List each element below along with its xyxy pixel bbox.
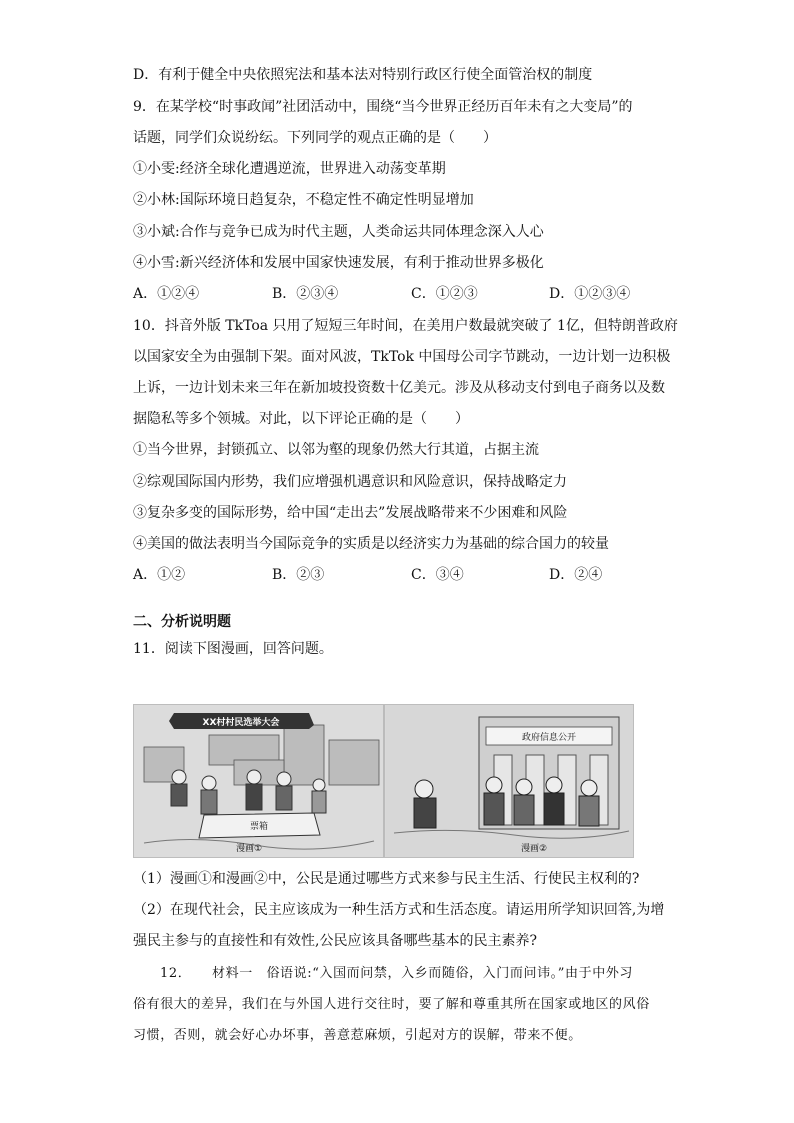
svg-text:XX村村民选举大会: XX村村民选举大会: [202, 718, 280, 728]
q10-stem-line2: 以国家安全为由强制下架。面对风波，TkTok 中国母公司字节跳动，一边计划一边积极: [133, 349, 671, 365]
q12-material-line3: 习惯，否则，就会好心办坏事，善意惹麻烦，引起对方的误解，带来不便。: [133, 1028, 582, 1043]
q10-statement-4: ④美国的做法表明当今国际竞争的实质是以经济实力为基础的综合国力的较量: [133, 536, 609, 552]
q10-choice-d[interactable]: D．②④: [549, 567, 603, 583]
q12-material-line1: 12． 材料一 俗语说:“入国而问禁，入乡而随俗，入门而问讳。”由于中外习: [160, 966, 634, 981]
q9-choice-d[interactable]: D．①②③④: [549, 286, 631, 302]
q11-part1: （1）漫画①和漫画②中，公民是通过哪些方式来参与民主生活、行使民主权利的?: [133, 871, 640, 887]
q9-stem-line2: 话题，同学们众说纷纭。下列同学的观点正确的是（ ）: [133, 130, 497, 146]
comic1-caption: 漫画①: [235, 844, 263, 854]
q10-choices: [133, 565, 653, 585]
q8-option-d: D．有利于健全中央依照宪法和基本法对特别行政区行使全面管治权的制度: [133, 67, 593, 83]
q11-part2-line2: 强民主参与的直接性和有效性,公民应该具备哪些基本的民主素养?: [133, 933, 537, 949]
q10-choice-a[interactable]: A．①②: [133, 567, 186, 583]
comic1-banner: [169, 713, 314, 729]
q10-stem-line3: 上诉，一边计划未来三年在新加坡投资数十亿美元。涉及从移动支付到电子商务以及数: [133, 380, 665, 396]
q11-stem: 11．阅读下图漫画，回答问题。: [133, 641, 333, 657]
q10-statement-1: ①当今世界，封锁孤立、以邻为壑的现象仍然大行其道，占据主流: [133, 442, 539, 458]
q9-choice-a[interactable]: A．①②④: [133, 286, 200, 302]
q12-material-line2: 俗有很大的差异，我们在与外国人进行交往时，要了解和尊重其所在国家或地区的风俗: [133, 997, 650, 1012]
q10-stem-line1: 10．抖音外版 TkToa 只用了短短三年时间，在美用户数最就突破了 1亿，但特朗普政府: [133, 318, 678, 334]
comic1-ballot-box: [199, 813, 320, 838]
comic2-board-title: 政府信息公开: [521, 733, 577, 743]
q9-choices: [133, 284, 653, 304]
q9-choice-c[interactable]: C．①②③: [411, 286, 478, 302]
q10-choice-b[interactable]: B．②③: [272, 567, 325, 583]
q9-statement-2: ②小林:国际环境日趋复杂，不稳定性不确定性明显增加: [133, 192, 474, 208]
q9-statement-3: ③小斌:合作与竞争已成为时代主题，人类命运共同体理念深入人心: [133, 224, 544, 240]
q10-choice-c[interactable]: C．③④: [411, 567, 464, 583]
q9-statement-4: ④小雪:新兴经济体和发展中国家快速发展，有利于推动世界多极化: [133, 255, 544, 271]
comic2-caption: 漫画②: [520, 844, 548, 854]
q10-statement-3: ③复杂多变的国际形势，给中国“走出去”发展战略带来不少困难和风险: [133, 505, 568, 521]
section-heading: 二、分析说明题: [133, 614, 231, 630]
comic-image: [133, 704, 634, 858]
q9-stem-line1: 9．在某学校“时事政闻”社团活动中，围绕“当今世界正经历百年未有之大变局”的: [133, 99, 633, 115]
q10-stem-line4: 据隐私等多个领城。对此，以下评论正确的是（ ）: [133, 411, 469, 427]
svg-text:票箱: 票箱: [249, 822, 269, 832]
q11-part2-line1: （2）在现代社会，民主应该成为一种生活方式和生活态度。请运用所学知识回答,为增: [133, 902, 665, 918]
q10-statement-2: ②综观国际国内形势，我们应增强机遇意识和风险意识，保持战略定力: [133, 474, 567, 490]
q9-choice-b[interactable]: B．②③④: [272, 286, 339, 302]
q9-statement-1: ①小雯:经济全球化遭遇逆流，世界进入动荡变革期: [133, 161, 446, 177]
